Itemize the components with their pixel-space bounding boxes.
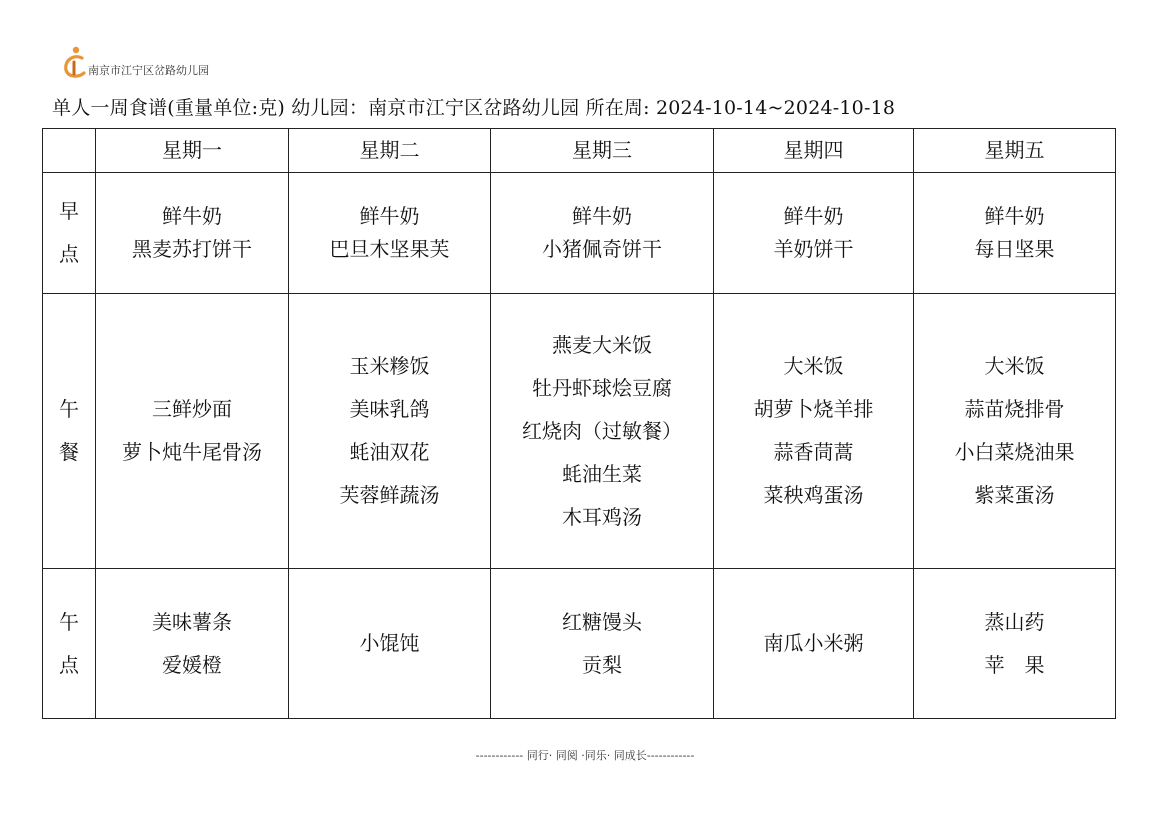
dish-item: 南瓜小米粥 (763, 631, 864, 655)
school-logo-icon (60, 44, 90, 80)
menu-cell (289, 294, 491, 569)
dish-item: 鲜牛奶 (984, 204, 1045, 228)
dish-item: 羊奶饼干 (773, 237, 854, 261)
day-header: 星期一 (96, 129, 289, 173)
dish-item: 燕麦大米饭 (552, 332, 652, 357)
page-title: 单人一周食谱(重量单位:克) 幼儿园：南京市江宁区岔路幼儿园 所在周: 2024-10-14~2024-10-18 (52, 97, 896, 119)
menu-cell (914, 173, 1116, 294)
row-label-snack (43, 569, 96, 719)
row-label-char: 点 (59, 652, 79, 677)
day-header: 星期二 (289, 129, 491, 173)
table-row-lunch (43, 294, 1116, 569)
menu-cell (96, 173, 289, 294)
menu-cell (714, 569, 914, 719)
dish-item: 鲜牛奶 (359, 204, 420, 228)
dish-item: 美味乳鸽 (349, 397, 430, 421)
dish-item: 蚝油生菜 (562, 461, 642, 486)
row-label-lunch (43, 294, 96, 569)
weekly-menu-table (42, 128, 1116, 719)
menu-cell (491, 294, 714, 569)
dish-item: 三鲜炒面 (152, 397, 232, 421)
dish-item: 胡萝卜烧羊排 (753, 397, 874, 421)
day-header: 星期四 (714, 129, 914, 173)
dish-item: 美味薯条 (152, 609, 232, 634)
dish-item: 玉米糁饭 (349, 354, 430, 378)
dish-item: 苹 果 (984, 652, 1045, 677)
dish-item: 巴旦木坚果芙 (329, 237, 450, 261)
dish-item: 小白菜烧油果 (954, 440, 1075, 464)
menu-cell (491, 173, 714, 294)
dish-item: 大米饭 (984, 354, 1045, 378)
dish-item: 菜秧鸡蛋汤 (763, 483, 864, 507)
dish-item: 紫菜蛋汤 (974, 483, 1055, 507)
dish-item: 红糖馒头 (562, 609, 642, 634)
menu-cell (714, 294, 914, 569)
corner-cell (43, 129, 96, 173)
dish-item: 小猪佩奇饼干 (542, 237, 662, 261)
menu-cell (714, 173, 914, 294)
row-label-breakfast (43, 173, 96, 294)
dish-item: 鲜牛奶 (572, 204, 632, 228)
row-label-char: 早 (59, 199, 79, 223)
dish-item: 萝卜炖牛尾骨汤 (122, 440, 262, 464)
row-label-char: 午 (59, 397, 79, 421)
page-footer: ------------ 同行· 同阅 ·同乐· 同成长------------ (475, 749, 695, 762)
dish-item: 大米饭 (783, 354, 844, 378)
menu-cell (96, 294, 289, 569)
dish-item: 木耳鸡汤 (562, 504, 642, 529)
table-header-row (43, 129, 1116, 173)
menu-cell (289, 173, 491, 294)
school-logo-text: 南京市江宁区岔路幼儿园 (88, 64, 209, 77)
row-label-char: 餐 (59, 440, 79, 464)
dish-item: 贡梨 (582, 652, 622, 677)
dish-item: 牡丹虾球烩豆腐 (532, 375, 672, 400)
dish-item: 爱媛橙 (162, 652, 222, 677)
day-header: 星期五 (914, 129, 1116, 173)
menu-cell (914, 569, 1116, 719)
table-row-breakfast (43, 173, 1116, 294)
table-row-snack (43, 569, 1116, 719)
menu-cell (289, 569, 491, 719)
dish-item: 鲜牛奶 (162, 204, 222, 228)
menu-cell (96, 569, 289, 719)
school-logo (60, 44, 209, 80)
dish-item: 每日坚果 (974, 237, 1055, 261)
dish-item: 蚝油双花 (349, 440, 430, 464)
dish-item: 芙蓉鲜蔬汤 (339, 483, 440, 507)
dish-item: 蒜香茼蒿 (773, 440, 854, 464)
day-header: 星期三 (491, 129, 714, 173)
menu-cell (914, 294, 1116, 569)
row-label-char: 午 (59, 609, 79, 634)
dish-item: 黑麦苏打饼干 (132, 237, 252, 261)
row-label-char: 点 (59, 242, 79, 266)
dish-item: 蒜苗烧排骨 (964, 397, 1065, 421)
dish-item: 小馄饨 (359, 631, 420, 655)
dish-item: 鲜牛奶 (783, 204, 844, 228)
dish-item: 红烧肉（过敏餐） (522, 418, 682, 443)
dish-item: 蒸山药 (984, 609, 1045, 634)
menu-cell (491, 569, 714, 719)
